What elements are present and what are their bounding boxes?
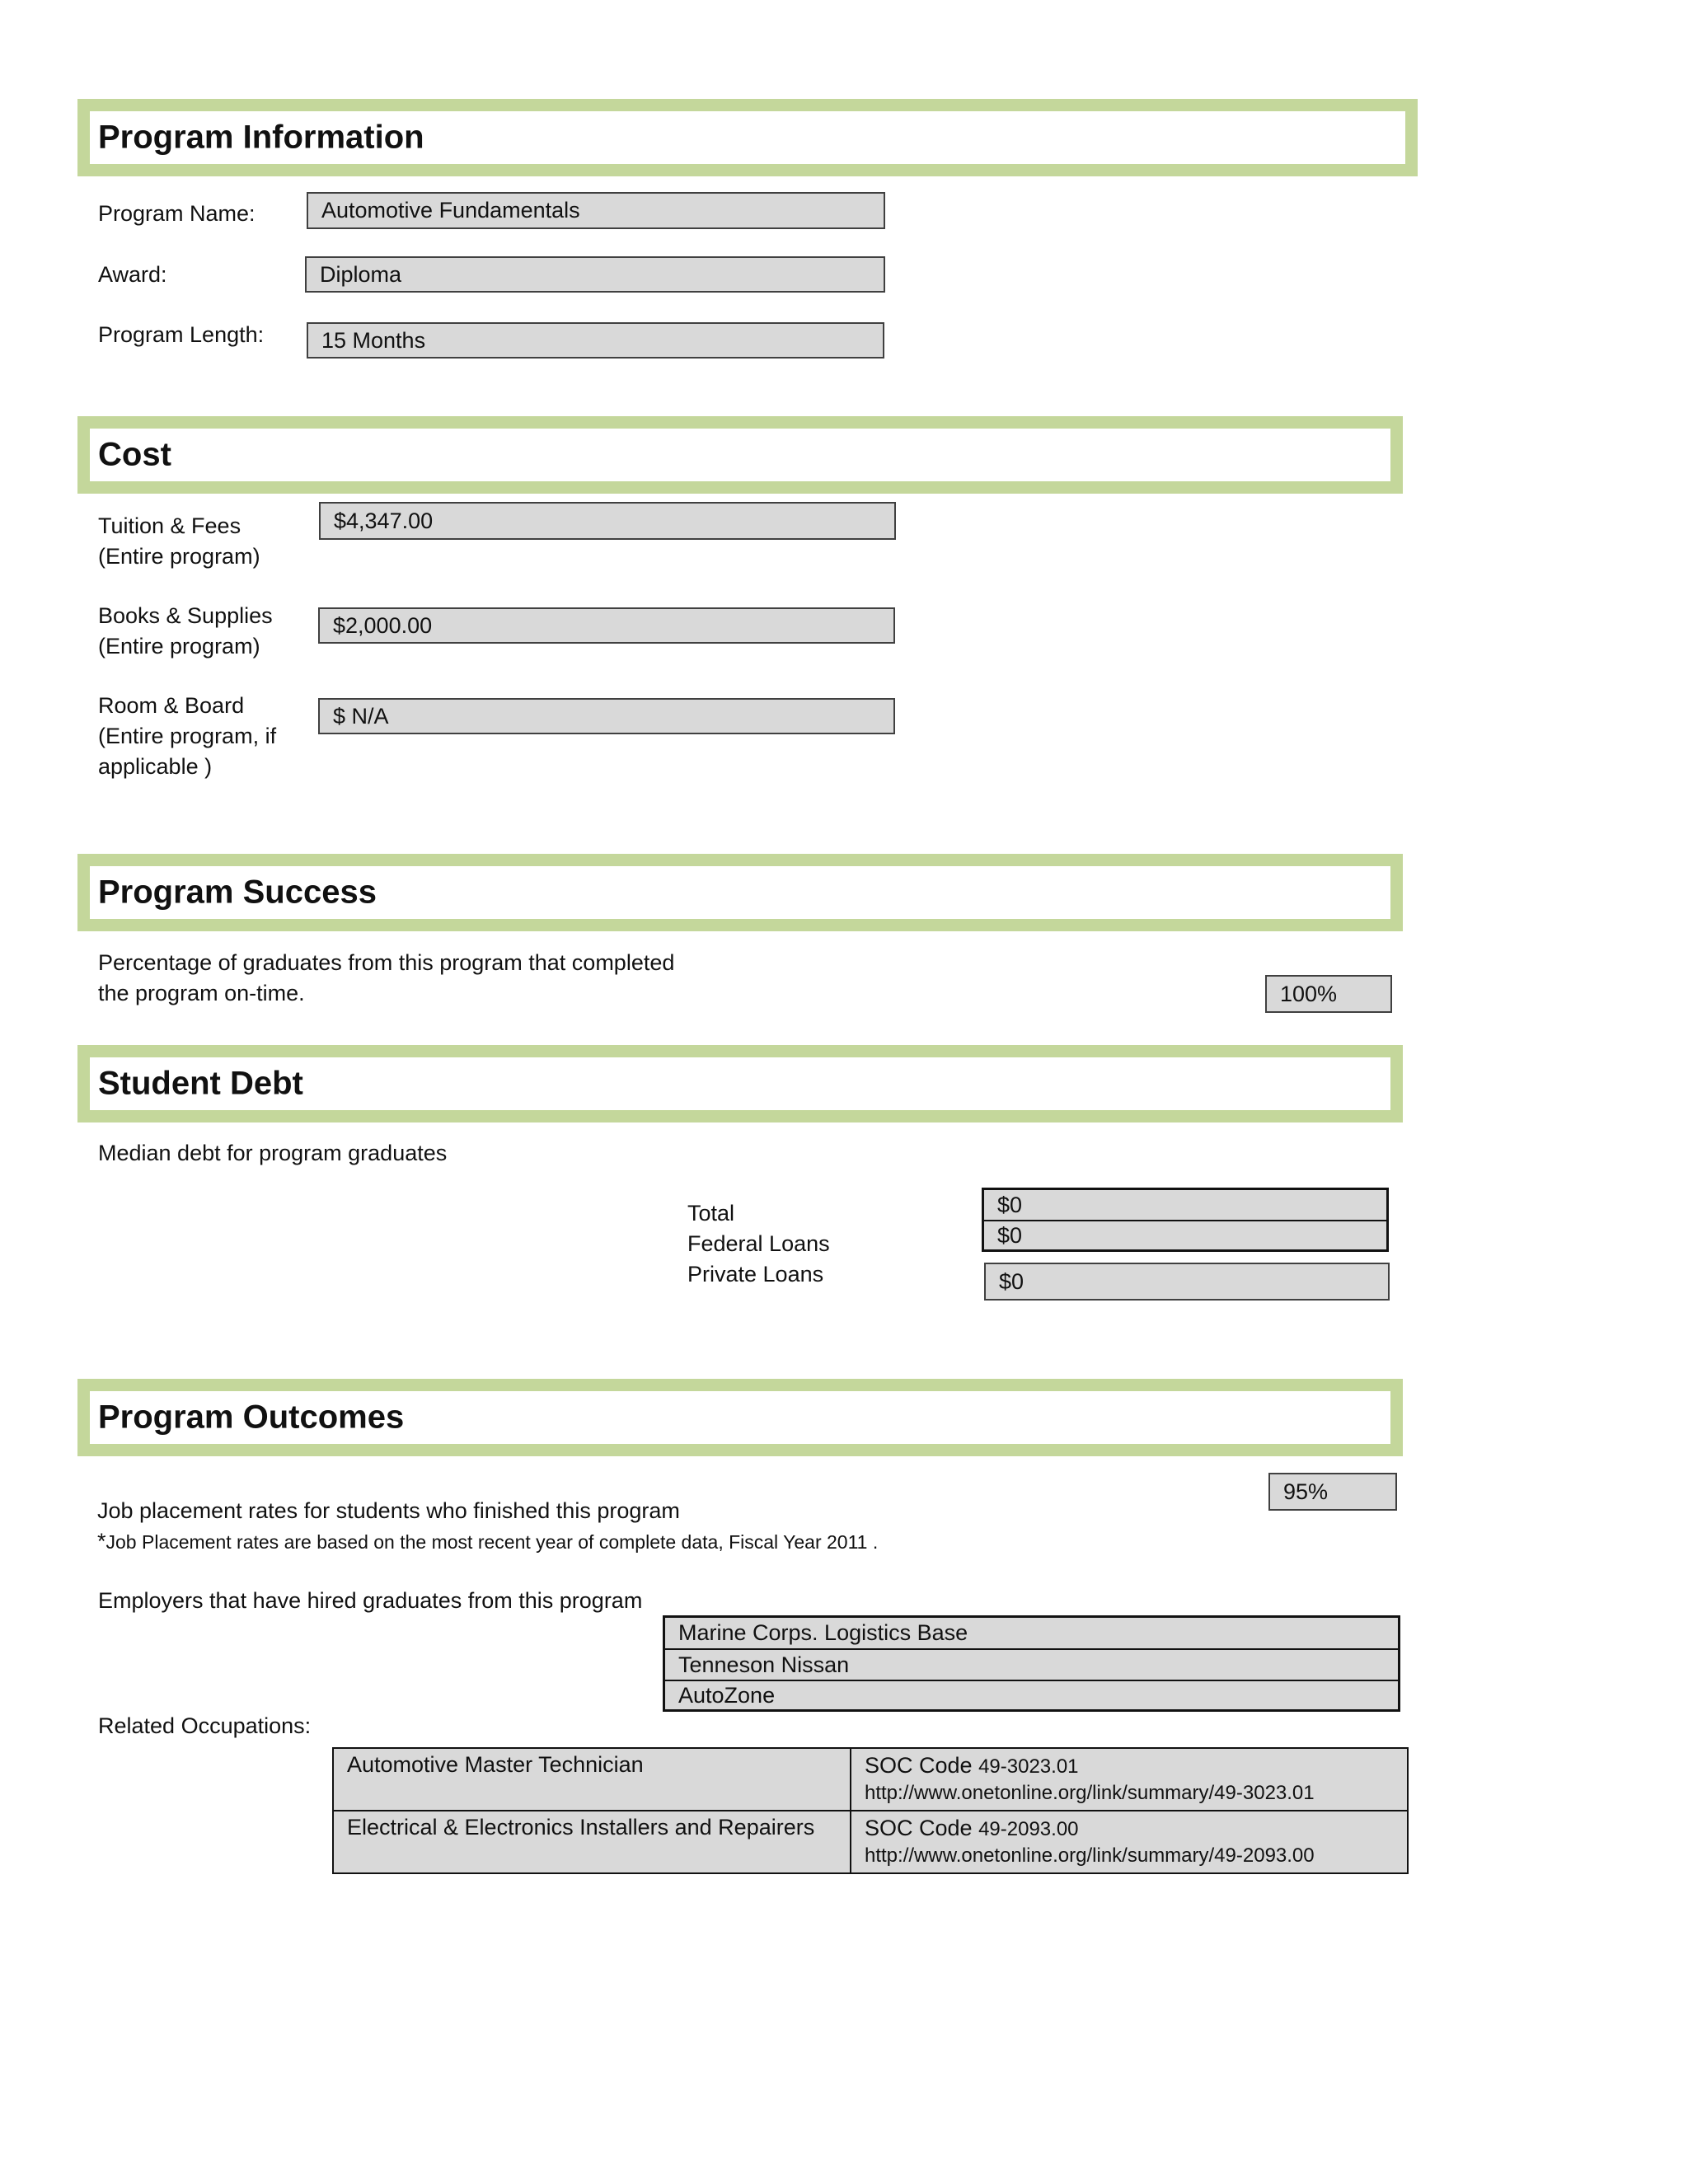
program-success-text-line-2: the program on-time.	[98, 981, 305, 1005]
employers-label: Employers that have hired graduates from this program	[98, 1588, 643, 1613]
tuition-label-line-2: (Entire program)	[98, 544, 260, 569]
books-field: $2,000.00	[318, 607, 895, 644]
books-label-line-2: (Entire program)	[98, 634, 260, 658]
program-length-field: 15 Months	[307, 322, 884, 359]
occupation-row	[333, 1811, 1408, 1873]
federal-loans-label: Federal Loans	[687, 1231, 830, 1256]
on-time-completion-field: 100%	[1265, 975, 1392, 1013]
program-name-label: Program Name:	[98, 201, 256, 226]
program-success-text-line-1: Percentage of graduates from this program that completed	[98, 950, 675, 975]
soc-code: 49-2093.00	[978, 1818, 1079, 1840]
occupation-row	[333, 1748, 1408, 1811]
books-label	[98, 601, 273, 662]
cost-header	[77, 416, 1403, 494]
private-loans-label: Private Loans	[687, 1262, 824, 1286]
related-occupations-table	[332, 1747, 1409, 1874]
employer-row: Marine Corps. Logistics Base	[678, 1620, 968, 1645]
room-field: $ N/A	[318, 698, 895, 734]
employer-row: Tenneson Nissan	[665, 1648, 1398, 1680]
program-name-field: Automotive Fundamentals	[307, 192, 885, 229]
total-debt-field: $0	[997, 1192, 1023, 1217]
federal-loans-field: $0	[984, 1220, 1386, 1249]
program-information-title: Program Information	[98, 119, 424, 156]
student-debt-header	[77, 1045, 1403, 1122]
award-field: Diploma	[305, 256, 885, 293]
books-label-line-1: Books & Supplies	[98, 603, 273, 628]
program-outcomes-title: Program Outcomes	[98, 1399, 405, 1436]
program-information-header	[77, 99, 1418, 176]
cost-title: Cost	[98, 436, 171, 473]
total-label: Total	[687, 1201, 735, 1226]
program-success-text	[98, 948, 674, 1009]
program-success-title: Program Success	[98, 874, 377, 911]
occupation-soc	[851, 1811, 1408, 1873]
program-outcomes-header	[77, 1379, 1403, 1456]
note-asterisk: *	[97, 1529, 106, 1554]
occupation-name: Electrical & Electronics Installers and Repairers	[333, 1811, 851, 1873]
note-text: Job Placement rates are based on the most recent year of complete data, Fiscal Year 2011 .	[106, 1531, 879, 1553]
soc-code: 49-3023.01	[978, 1755, 1079, 1778]
room-label-line-2: (Entire program, if	[98, 724, 277, 748]
private-loans-field: $0	[984, 1263, 1390, 1301]
soc-label: SOC Code	[865, 1816, 973, 1840]
job-placement-note	[97, 1529, 878, 1554]
job-placement-text: Job placement rates for students who finished this program	[97, 1498, 680, 1523]
occupation-soc	[851, 1748, 1408, 1811]
soc-line	[865, 1752, 1394, 1780]
program-success-header	[77, 854, 1403, 931]
soc-label: SOC Code	[865, 1753, 973, 1778]
debt-labels	[687, 1198, 830, 1290]
award-label: Award:	[98, 262, 167, 287]
employer-row: AutoZone	[665, 1680, 1398, 1710]
program-length-label: Program Length:	[98, 322, 265, 347]
room-label-line-3: applicable )	[98, 754, 213, 779]
debt-total-federal-table	[982, 1188, 1389, 1252]
student-debt-title: Student Debt	[98, 1065, 303, 1102]
tuition-field: $4,347.00	[319, 502, 896, 540]
room-label-line-1: Room & Board	[98, 693, 245, 718]
related-occupations-label: Related Occupations:	[98, 1713, 312, 1738]
soc-line	[865, 1815, 1394, 1843]
median-debt-label: Median debt for program graduates	[98, 1141, 448, 1165]
job-placement-rate-field: 95%	[1268, 1473, 1397, 1511]
employers-table	[663, 1615, 1400, 1712]
room-label	[98, 691, 276, 782]
onet-link[interactable]: http://www.onetonline.org/link/summary/49-2093.00	[865, 1844, 1315, 1867]
onet-link[interactable]: http://www.onetonline.org/link/summary/49-3023.01	[865, 1782, 1315, 1804]
tuition-label	[98, 511, 260, 572]
tuition-label-line-1: Tuition & Fees	[98, 513, 241, 538]
occupation-name: Automotive Master Technician	[333, 1748, 851, 1811]
